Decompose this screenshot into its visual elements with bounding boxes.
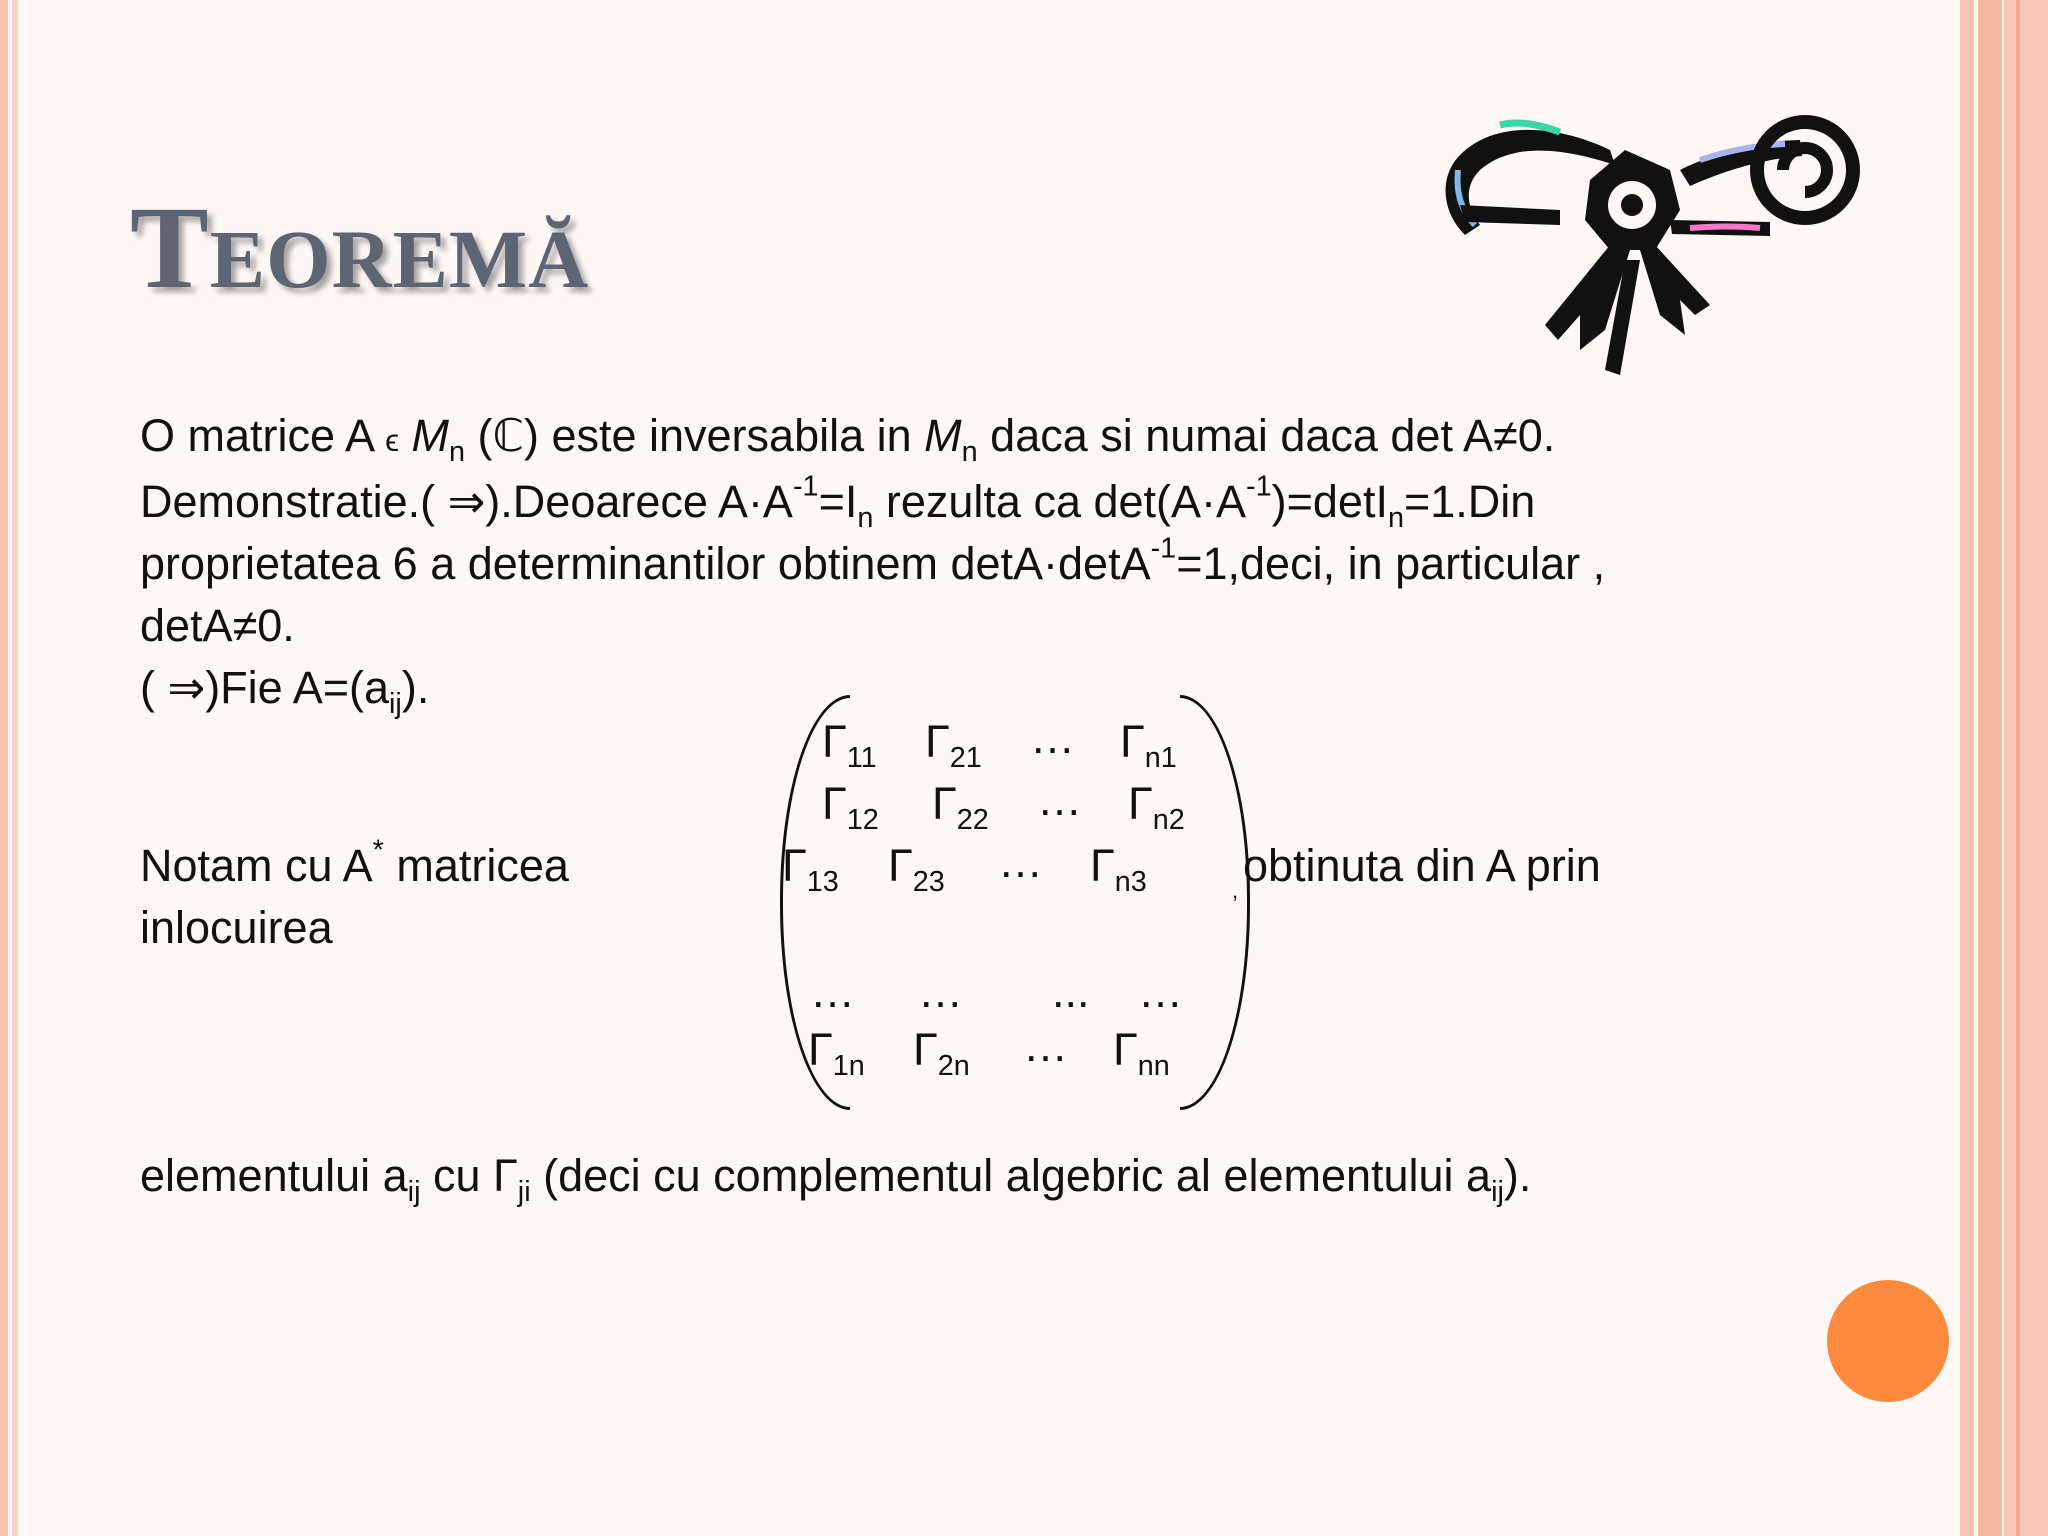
matrix-cell: $\Gamma_{22}$ <box>932 778 989 837</box>
adjugate-matrix <box>780 695 1250 1115</box>
matrix-comma: , <box>1232 878 1239 903</box>
matrix-cell: … <box>1023 1020 1068 1071</box>
matrix-cell: $\Gamma_{n2}$ <box>1128 778 1185 837</box>
right-border-stripe <box>2004 0 2048 1536</box>
line-2: Demonstratie.( ⇒).Deoarece $A\cdot A^{-1}=I_n$ rezulta ca $\det(A\cdot A^{-1})=\det I_n=1.Din$ <box>140 470 1536 535</box>
notation-text: Notam cu A* matricea inlocuirea <box>140 834 569 953</box>
matrix-cell: … <box>1030 712 1075 763</box>
matrix-cell: $\Gamma_{23}$ <box>888 840 945 899</box>
matrix-cell: … <box>810 966 855 1017</box>
line-5: ( ⇒)Fie $A=(a_{ij})$. <box>140 662 430 721</box>
final-line: elementului $a_{ij}$ cu $\Gamma_{ji}$ (deci cu complementul algebric al elementului $a_{ij}$). <box>140 1150 1532 1209</box>
matrix-cell: $\Gamma_{nn}$ <box>1113 1024 1170 1083</box>
left-border <box>0 0 8 1536</box>
matrix-cell: $\Gamma_{13}$ <box>782 840 839 899</box>
line-4: detA≠0. <box>140 600 295 651</box>
line-1: O matrice A ϵ $M_n$ (ℂ) este inversabila in $M_n$ daca si numai daca det A≠0. <box>140 410 1556 469</box>
matrix-cell: … <box>1037 774 1082 825</box>
left-border-inner <box>12 0 18 1536</box>
matrix-cell: … <box>918 966 963 1017</box>
theorem-paragraph <box>140 405 1860 719</box>
matrix-cell: ... <box>1052 966 1090 1017</box>
matrix-cell: $\Gamma_{11}$ <box>822 716 877 775</box>
matrix-cell: … <box>998 836 1043 887</box>
matrix-cell: … <box>1138 966 1183 1017</box>
matrix-cell: $\Gamma_{n3}$ <box>1090 840 1147 899</box>
orange-circle-decoration <box>1827 1280 1949 1402</box>
matrix-right-bracket <box>1180 695 1250 1110</box>
right-border-stripe <box>2016 0 2020 1536</box>
right-border-stripe <box>1978 0 2002 1536</box>
matrix-cell: $\Gamma_{1n}$ <box>808 1024 865 1083</box>
slide-title: Teoremă <box>130 182 590 313</box>
line-3: proprietatea 6 a determinantilor obtinem detA·detA$^{-1}$=1,deci, in particular , <box>140 532 1606 589</box>
matrix-cell: $\Gamma_{21}$ <box>925 716 982 775</box>
matrix-cell: $\Gamma_{12}$ <box>822 778 879 837</box>
matrix-cell: $\Gamma_{2n}$ <box>913 1024 970 1083</box>
right-border-stripe <box>1960 0 1974 1536</box>
matrix-cell: $\Gamma_{n1}$ <box>1120 716 1177 775</box>
diploma-scroll-icon <box>1440 110 1860 380</box>
notation-continuation: obtinuta din A prin <box>1243 840 1601 891</box>
